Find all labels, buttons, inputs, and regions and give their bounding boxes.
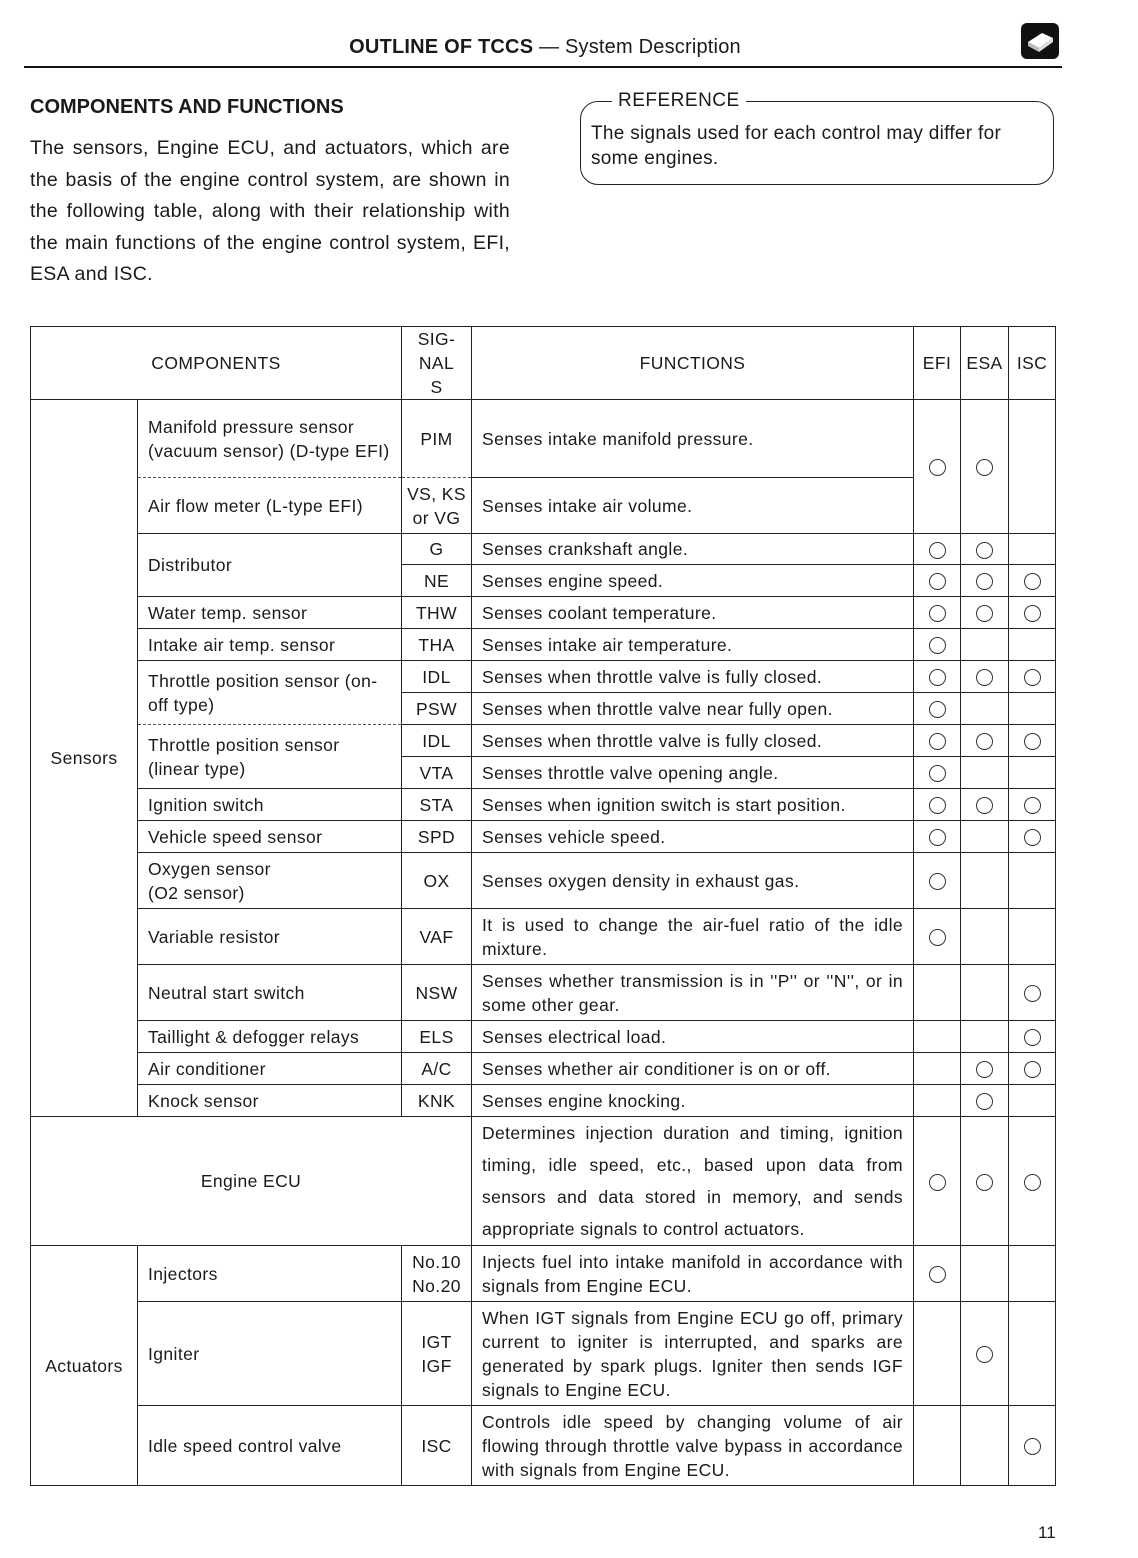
table-header-row <box>31 327 1056 400</box>
esa-mark <box>961 853 1009 909</box>
table-row-engine-ecu <box>31 1117 1056 1246</box>
component-cell: Distributor <box>138 534 402 597</box>
esa-mark <box>961 629 1009 661</box>
header-efi: EFI <box>914 327 961 400</box>
function-cell: Senses intake air volume. <box>472 478 914 534</box>
efi-mark <box>914 693 961 725</box>
circle-mark-icon <box>929 797 946 814</box>
component-cell: Knock sensor <box>138 1085 402 1117</box>
signal-cell: VS, KS or VG <box>402 478 472 534</box>
esa-mark <box>961 1085 1009 1117</box>
circle-mark-icon <box>1024 605 1041 622</box>
signal-cell: NSW <box>402 965 472 1021</box>
signal-cell: NE <box>402 565 472 597</box>
component-cell: Injectors <box>138 1246 402 1302</box>
section-title: COMPONENTS AND FUNCTIONS <box>30 96 344 118</box>
table-row <box>31 534 1056 565</box>
function-cell: Senses engine knocking. <box>472 1085 914 1117</box>
page-number: 11 <box>1038 1523 1056 1542</box>
component-cell <box>138 853 402 909</box>
function-cell: Controls idle speed by changing volume of air flowing through throttle valve bypass in accordance with signals from Engine ECU. <box>472 1406 914 1486</box>
isc-mark <box>1009 597 1056 629</box>
esa-mark <box>961 789 1009 821</box>
circle-mark-icon <box>976 1093 993 1110</box>
efi-mark <box>914 853 961 909</box>
signal-cell: PIM <box>402 400 472 478</box>
circle-mark-icon <box>929 542 946 559</box>
component-cell: Neutral start switch <box>138 965 402 1021</box>
table-row <box>31 1406 1056 1486</box>
circle-mark-icon <box>976 733 993 750</box>
table-row <box>31 1053 1056 1085</box>
isc-mark <box>1009 629 1056 661</box>
signal-cell: A/C <box>402 1053 472 1085</box>
isc-mark <box>1009 1021 1056 1053</box>
efi-mark <box>914 789 961 821</box>
table-row <box>31 629 1056 661</box>
header-isc: ISC <box>1009 327 1056 400</box>
header-esa: ESA <box>961 327 1009 400</box>
esa-mark <box>961 1302 1009 1406</box>
circle-mark-icon <box>929 873 946 890</box>
esa-mark <box>961 693 1009 725</box>
signal-cell: G <box>402 534 472 565</box>
circle-mark-icon <box>976 573 993 590</box>
component-cell: Intake air temp. sensor <box>138 629 402 661</box>
circle-mark-icon <box>1024 1029 1041 1046</box>
table-row <box>31 661 1056 693</box>
reference-label: REFERENCE <box>612 90 746 112</box>
efi-mark <box>914 1117 961 1246</box>
signal-cell: VAF <box>402 909 472 965</box>
signal-cell: IDL <box>402 725 472 757</box>
component-cell: Water temp. sensor <box>138 597 402 629</box>
isc-mark <box>1009 1406 1056 1486</box>
intro-paragraph: The sensors, Engine ECU, and actuators, which are the basis of the engine control system, are shown in the following table, along with their relationship with the main functions of the engine control system, EFI, ESA and ISC. <box>30 137 510 285</box>
circle-mark-icon <box>929 1266 946 1283</box>
circle-mark-icon <box>976 605 993 622</box>
circle-mark-icon <box>929 459 946 476</box>
table-row <box>31 853 1056 909</box>
isc-mark <box>1009 757 1056 789</box>
isc-mark <box>1009 965 1056 1021</box>
circle-mark-icon <box>976 1346 993 1363</box>
esa-mark <box>961 1246 1009 1302</box>
isc-mark <box>1009 909 1056 965</box>
efi-mark <box>914 965 961 1021</box>
isc-mark <box>1009 400 1056 534</box>
esa-mark <box>961 534 1009 565</box>
esa-mark <box>961 821 1009 853</box>
component-cell: Vehicle speed sensor <box>138 821 402 853</box>
header-title-rest: — System Description <box>533 36 741 58</box>
header-title-bold: OUTLINE OF TCCS <box>349 36 534 58</box>
component-cell: Variable resistor <box>138 909 402 965</box>
table-row <box>31 965 1056 1021</box>
component-cell: Air conditioner <box>138 1053 402 1085</box>
efi-mark <box>914 534 961 565</box>
isc-mark <box>1009 821 1056 853</box>
table-row <box>31 1302 1056 1406</box>
signal-cell: PSW <box>402 693 472 725</box>
isc-mark <box>1009 1117 1056 1246</box>
header-rule <box>24 66 1062 68</box>
circle-mark-icon <box>929 701 946 718</box>
header-signals: SIG-NALS <box>402 327 472 400</box>
efi-mark <box>914 757 961 789</box>
efi-mark <box>914 1053 961 1085</box>
table-row <box>31 400 1056 478</box>
efi-mark <box>914 1246 961 1302</box>
isc-mark <box>1009 661 1056 693</box>
page-header-title <box>0 36 1090 59</box>
component-cell: Throttle position sensor (linear type) <box>138 725 402 789</box>
table-row <box>31 478 1056 534</box>
isc-mark <box>1009 789 1056 821</box>
efi-mark <box>914 821 961 853</box>
esa-mark <box>961 400 1009 534</box>
circle-mark-icon <box>1024 797 1041 814</box>
esa-mark <box>961 597 1009 629</box>
esa-mark <box>961 565 1009 597</box>
signal-cell: OX <box>402 853 472 909</box>
esa-mark <box>961 1021 1009 1053</box>
circle-mark-icon <box>976 1174 993 1191</box>
isc-mark <box>1009 693 1056 725</box>
efi-mark <box>914 400 961 534</box>
efi-mark <box>914 1085 961 1117</box>
function-cell: Senses electrical load. <box>472 1021 914 1053</box>
signal-cell: VTA <box>402 757 472 789</box>
circle-mark-icon <box>929 1174 946 1191</box>
efi-mark <box>914 1302 961 1406</box>
efi-mark <box>914 725 961 757</box>
function-cell: Senses intake manifold pressure. <box>472 400 914 478</box>
circle-mark-icon <box>1024 573 1041 590</box>
table-row <box>31 725 1056 757</box>
signal-cell: STA <box>402 789 472 821</box>
function-cell: Senses coolant temperature. <box>472 597 914 629</box>
circle-mark-icon <box>929 929 946 946</box>
function-cell: Senses crankshaft angle. <box>472 534 914 565</box>
circle-mark-icon <box>929 669 946 686</box>
function-cell: Senses whether air conditioner is on or off. <box>472 1053 914 1085</box>
circle-mark-icon <box>929 829 946 846</box>
efi-mark <box>914 565 961 597</box>
isc-mark <box>1009 1053 1056 1085</box>
function-cell: When IGT signals from Engine ECU go off, primary current to igniter is interrupted, and sparks are generated by spark plugs. Igniter then sends IGF signals to Engine ECU. <box>472 1302 914 1406</box>
circle-mark-icon <box>1024 829 1041 846</box>
component-cell: Air flow meter (L-type EFI) <box>138 478 402 534</box>
table-row <box>31 597 1056 629</box>
circle-mark-icon <box>1024 669 1041 686</box>
esa-mark <box>961 757 1009 789</box>
esa-mark <box>961 661 1009 693</box>
table-row <box>31 1246 1056 1302</box>
efi-mark <box>914 1021 961 1053</box>
isc-mark <box>1009 853 1056 909</box>
components-table <box>30 326 1056 1486</box>
circle-mark-icon <box>976 459 993 476</box>
efi-mark <box>914 909 961 965</box>
isc-mark <box>1009 1246 1056 1302</box>
table-row <box>31 909 1056 965</box>
circle-mark-icon <box>929 605 946 622</box>
function-cell: Senses oxygen density in exhaust gas. <box>472 853 914 909</box>
signal-cell: No.10 No.20 <box>402 1246 472 1302</box>
function-cell: Senses vehicle speed. <box>472 821 914 853</box>
isc-mark <box>1009 1302 1056 1406</box>
isc-mark <box>1009 565 1056 597</box>
signal-cell: SPD <box>402 821 472 853</box>
header-components: COMPONENTS <box>31 327 402 400</box>
circle-mark-icon <box>976 669 993 686</box>
component-cell: Manifold pressure sensor (vacuum sensor) (D-type EFI) <box>138 400 402 478</box>
function-cell: Senses when ignition switch is start position. <box>472 789 914 821</box>
signal-cell: KNK <box>402 1085 472 1117</box>
component-cell: Throttle position sensor (on-off type) <box>138 661 402 725</box>
component-extra: (O2 sensor) <box>148 882 245 903</box>
function-cell: Senses when throttle valve near fully open. <box>472 693 914 725</box>
esa-mark <box>961 725 1009 757</box>
efi-mark <box>914 661 961 693</box>
sensors-group-label: Sensors <box>31 400 138 1117</box>
circle-mark-icon <box>929 733 946 750</box>
circle-mark-icon <box>976 1061 993 1078</box>
circle-mark-icon <box>929 765 946 782</box>
component-cell: Taillight & defogger relays <box>138 1021 402 1053</box>
reference-text: The signals used for each control may differ for some engines. <box>591 123 1002 169</box>
table-row <box>31 1021 1056 1053</box>
table-row <box>31 1085 1056 1117</box>
efi-mark <box>914 1406 961 1486</box>
function-cell: Senses when throttle valve is fully closed. <box>472 661 914 693</box>
isc-mark <box>1009 725 1056 757</box>
engine-ecu-label: Engine ECU <box>31 1117 472 1246</box>
component-cell: Igniter <box>138 1302 402 1406</box>
function-cell: Senses engine speed. <box>472 565 914 597</box>
circle-mark-icon <box>929 573 946 590</box>
table-row <box>31 821 1056 853</box>
esa-mark <box>961 1117 1009 1246</box>
component-name: Oxygen sensor <box>148 858 271 879</box>
function-cell: Injects fuel into intake manifold in accordance with signals from Engine ECU. <box>472 1246 914 1302</box>
signal-cell: ISC <box>402 1406 472 1486</box>
circle-mark-icon <box>1024 985 1041 1002</box>
circle-mark-icon <box>1024 1061 1041 1078</box>
isc-mark <box>1009 1085 1056 1117</box>
signal-cell: IGT IGF <box>402 1302 472 1406</box>
circle-mark-icon <box>1024 733 1041 750</box>
signal-cell: IDL <box>402 661 472 693</box>
table-row <box>31 789 1056 821</box>
circle-mark-icon <box>976 542 993 559</box>
esa-mark <box>961 1053 1009 1085</box>
circle-mark-icon <box>976 797 993 814</box>
component-cell: Idle speed control valve <box>138 1406 402 1486</box>
header-functions: FUNCTIONS <box>472 327 914 400</box>
esa-mark <box>961 965 1009 1021</box>
component-cell: Ignition switch <box>138 789 402 821</box>
circle-mark-icon <box>1024 1174 1041 1191</box>
circle-mark-icon <box>1024 1438 1041 1455</box>
actuators-group-label: Actuators <box>31 1246 138 1486</box>
efi-mark <box>914 597 961 629</box>
function-cell: Senses throttle valve opening angle. <box>472 757 914 789</box>
efi-mark <box>914 629 961 661</box>
function-cell: Senses when throttle valve is fully closed. <box>472 725 914 757</box>
circle-mark-icon <box>929 637 946 654</box>
function-cell: It is used to change the air-fuel ratio of the idle mixture. <box>472 909 914 965</box>
isc-mark <box>1009 534 1056 565</box>
signal-cell: ELS <box>402 1021 472 1053</box>
function-cell: Senses intake air temperature. <box>472 629 914 661</box>
esa-mark <box>961 1406 1009 1486</box>
function-cell: Determines injection duration and timing, ignition timing, idle speed, etc., based upon data from sensors and data stored in memory, and sends appropriate signals to control actuators. <box>472 1117 914 1246</box>
esa-mark <box>961 909 1009 965</box>
book-icon <box>1020 22 1060 60</box>
signal-cell: THW <box>402 597 472 629</box>
signal-cell: THA <box>402 629 472 661</box>
function-cell: Senses whether transmission is in ''P'' or ''N'', or in some other gear. <box>472 965 914 1021</box>
